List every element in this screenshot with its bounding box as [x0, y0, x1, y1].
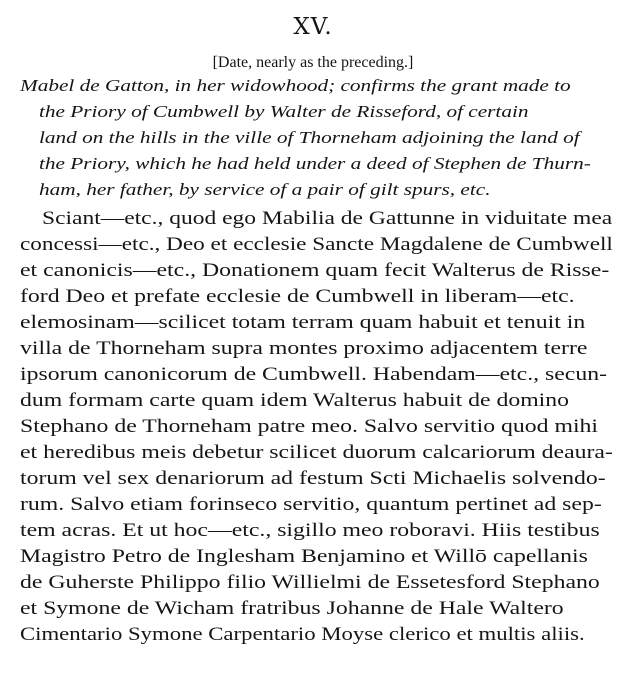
summary-line: the Priory of Cumbwell by Walter de Risseford, of certain — [39, 102, 529, 121]
body-line: ford Deo et prefate ecclesie de Cumbwell in liberam—etc. — [20, 286, 575, 307]
body-line: Stephano de Thorneham patre meo. Salvo servitio quod mihi — [20, 416, 599, 437]
summary-line: ham, her father, by service of a pair of gilt spurs, etc. — [39, 180, 491, 199]
body-line: et canonicis—etc., Donationem quam fecit Walterus de Risse- — [20, 260, 610, 281]
summary-line: Mabel de Gatton, in her widowhood; confirms the grant made to — [20, 76, 571, 95]
body-line: elemosinam—scilicet totam terram quam habuit et tenuit in — [20, 312, 586, 333]
summary-line: land on the hills in the ville of Thorneham adjoining the land of — [39, 128, 580, 147]
body-line: torum vel sex denariorum ad festum Scti Michaelis solvendo- — [20, 468, 606, 489]
body-line: rum. Salvo etiam forinseco servitio, quantum pertinet ad sep- — [20, 494, 602, 515]
body-line: concessi—etc., Deo et ecclesie Sancte Magdalene de Cumbwell — [20, 234, 613, 255]
body-line: Magistro Petro de Inglesham Benjamino et Willō capellanis — [20, 546, 588, 567]
body-line: de Guherste Philippo filio Willielmi de Essetesford Stephano — [20, 572, 600, 593]
charter-numeral: XV. — [293, 14, 333, 40]
body-line: Sciant—etc., quod ego Mabilia de Gattunne in viduitate mea — [42, 208, 613, 229]
body-line: et heredibus meis debetur scilicet duorum calcariorum deaura- — [20, 442, 613, 463]
body-line: dum formam carte quam idem Walterus habuit de domino — [20, 390, 570, 411]
body-line: et Symone de Wicham fratribus Johanne de Hale Waltero — [20, 598, 564, 619]
body-line: tem acras. Et ut hoc—etc., sigillo meo roboravi. Hiis testibus — [20, 520, 600, 541]
date-note: [Date, nearly as the preceding.] — [212, 54, 414, 71]
summary-line: the Priory, which he had held under a deed of Stephen de Thurn- — [39, 154, 591, 173]
body-line: Cimentario Symone Carpentario Moyse clerico et multis aliis. — [20, 624, 585, 645]
body-line: villa de Thorneham supra montes proximo adjacentem terre — [20, 338, 588, 359]
body-line: ipsorum canonicorum de Cumbwell. Habendam—etc., secun- — [20, 364, 607, 385]
